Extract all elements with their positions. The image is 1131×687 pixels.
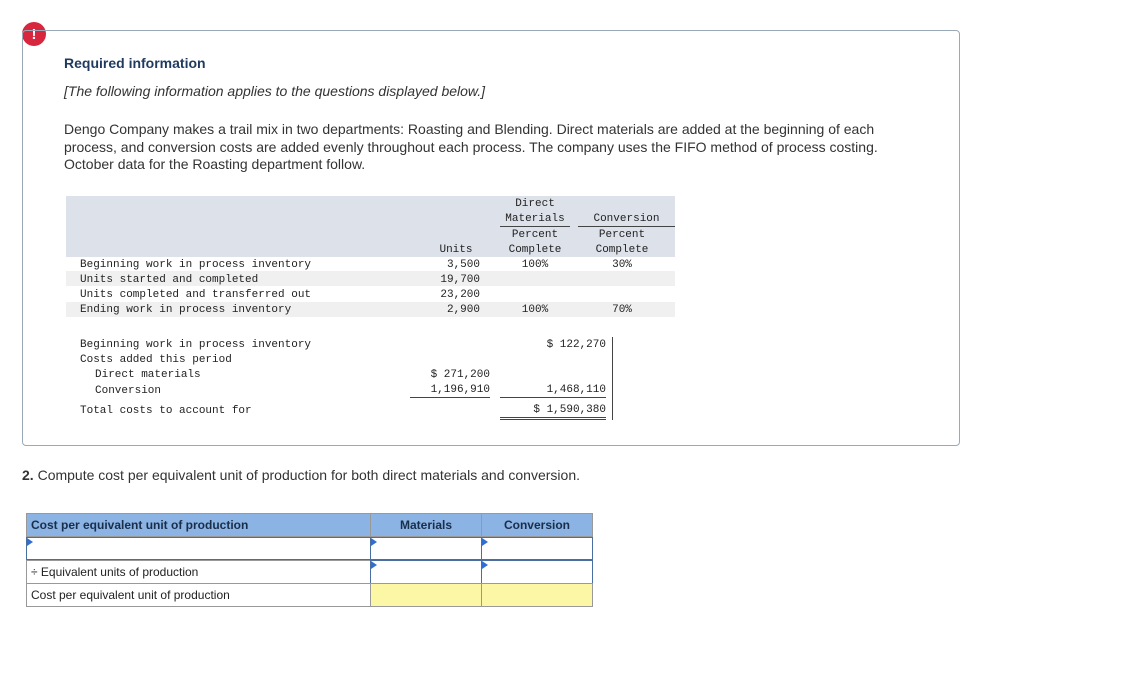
units-row-label: Units completed and transferred out — [80, 289, 312, 301]
units-row-label: Beginning work in process inventory — [80, 259, 312, 271]
question-body: Compute cost per equivalent unit of production for both direct materials and conversion. — [33, 467, 580, 483]
units-row-units: 19,700 — [440, 274, 480, 286]
row2-conversion-field[interactable] — [482, 561, 592, 583]
units-row-cc: 70% — [612, 304, 632, 316]
problem-intro: Dengo Company makes a trail mix in two departments: Roasting and Blending. Direct materials are added at the beginning of each process, and conversion costs are added evenly throughout each process. The company uses the FIFO method of process costing. October data for the Roasting department follow. — [64, 121, 878, 172]
units-row-dm: 100% — [521, 259, 549, 271]
row1-label-field[interactable] — [27, 538, 370, 559]
col-header-dm-line3: Percent — [511, 229, 559, 241]
col-header-units: Units — [439, 244, 473, 256]
cost-row-label: Direct materials — [95, 369, 201, 381]
row1-conversion-input[interactable] — [481, 537, 593, 560]
col-header-dm-line2: Materials — [500, 213, 570, 227]
section-title: Required information — [64, 55, 206, 71]
col-header-dm-line1: Direct — [515, 198, 555, 210]
row2-materials-input[interactable] — [370, 560, 482, 584]
input-marker-icon — [482, 538, 488, 546]
input-marker-icon — [27, 538, 33, 546]
cost-row-total: 1,468,110 — [500, 384, 606, 398]
section-note: [The following information applies to the questions displayed below.] — [64, 83, 486, 99]
row1-materials-input[interactable] — [370, 537, 482, 560]
units-row-units: 23,200 — [440, 289, 480, 301]
cost-row-label: Beginning work in process inventory — [80, 339, 312, 351]
col-header-cc-line2: Percent — [598, 229, 646, 241]
input-marker-icon — [371, 561, 377, 569]
cost-row-label: Conversion — [95, 385, 162, 397]
cost-row-grand-total: $ 1,590,380 — [500, 404, 606, 420]
cost-row-label: Costs added this period — [80, 354, 232, 366]
alert-icon: ! — [22, 22, 46, 46]
col-header-cc-line1: Conversion — [578, 213, 675, 227]
row2-materials-field[interactable] — [371, 561, 481, 583]
cost-table-rule — [612, 337, 613, 420]
row2-conversion-input[interactable] — [481, 560, 593, 584]
grid-header-conversion: Conversion — [481, 513, 593, 537]
input-marker-icon — [371, 538, 377, 546]
col-header-cc-line3: Complete — [595, 244, 649, 256]
units-row-units: 2,900 — [446, 304, 480, 316]
grid-header-label: Cost per equivalent unit of production — [26, 513, 371, 537]
cost-row-total: $ 122,270 — [546, 339, 606, 351]
row1-materials-field[interactable] — [371, 538, 481, 559]
units-row-dm: 100% — [521, 304, 549, 316]
row3-conversion-result — [481, 583, 593, 607]
cost-row-amount: 1,196,910 — [410, 384, 490, 398]
input-marker-icon — [482, 561, 488, 569]
row1-conversion-field[interactable] — [482, 538, 592, 559]
row3-label: Cost per equivalent unit of production — [26, 583, 371, 607]
units-row-label: Units started and completed — [80, 274, 259, 286]
units-row-cc: 30% — [612, 259, 632, 271]
units-row-label: Ending work in process inventory — [80, 304, 292, 316]
cost-row-amount: $ 271,200 — [430, 369, 490, 381]
grid-header-materials: Materials — [370, 513, 482, 537]
row3-materials-result — [370, 583, 482, 607]
question-number: 2. — [22, 467, 34, 483]
cost-row-label: Total costs to account for — [80, 405, 252, 417]
question-text — [22, 467, 580, 483]
units-row-units: 3,500 — [446, 259, 480, 271]
row1-label-input[interactable] — [26, 537, 371, 560]
row2-label: ÷ Equivalent units of production — [26, 560, 371, 584]
col-header-dm-line4: Complete — [508, 244, 562, 256]
